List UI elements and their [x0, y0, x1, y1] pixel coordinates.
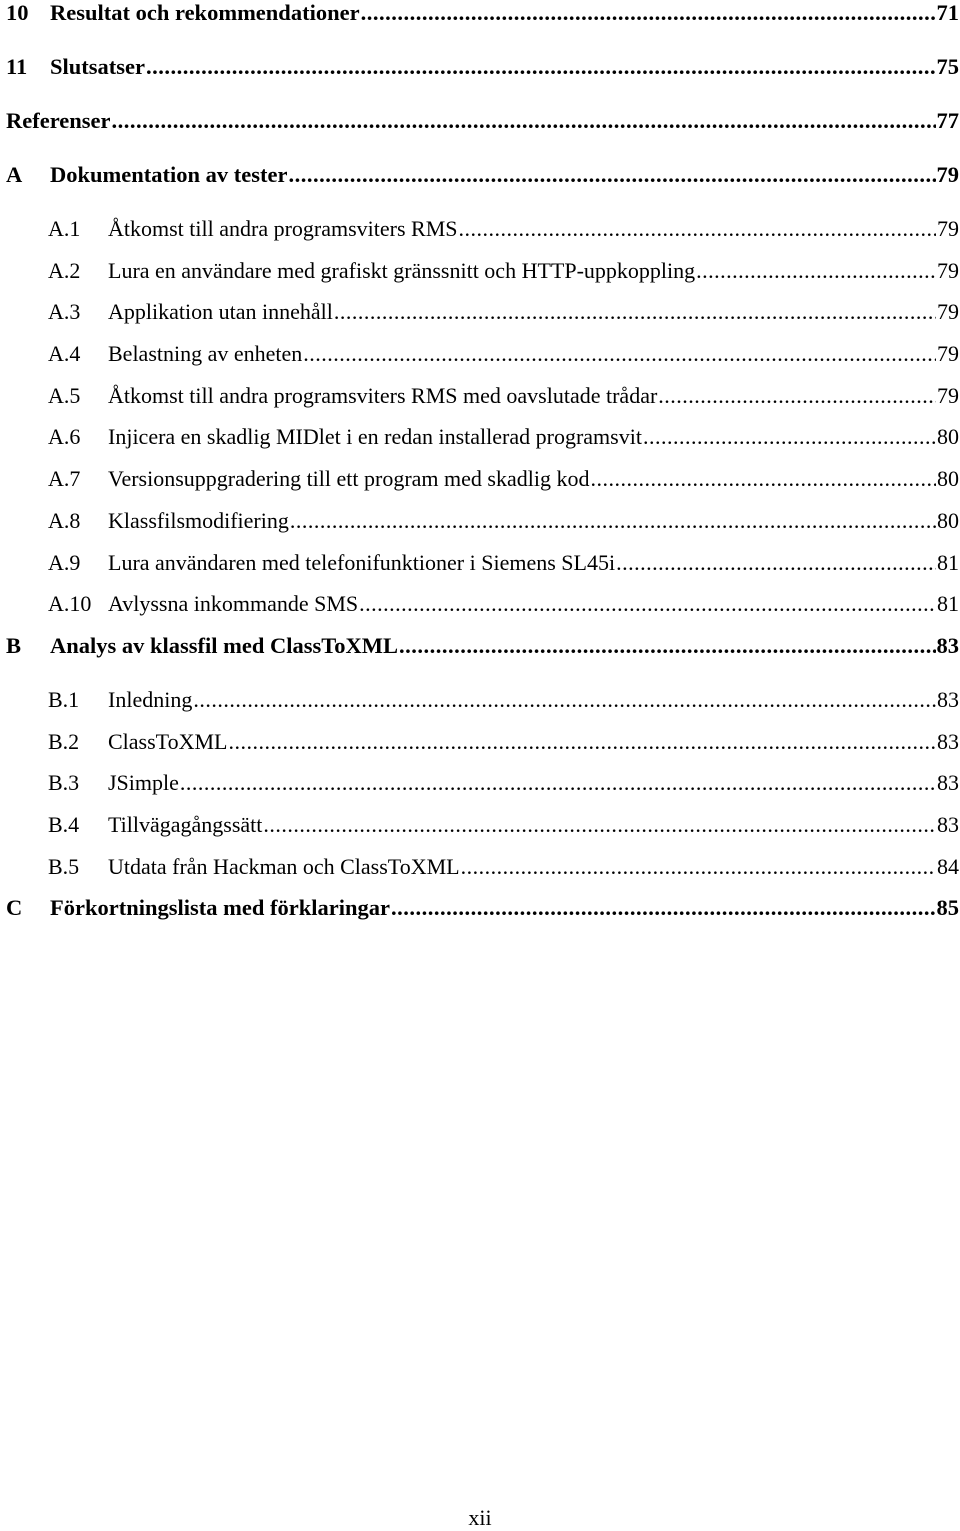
toc-entry[interactable] — [6, 897, 959, 951]
dot-leader — [643, 426, 936, 448]
dot-leader — [361, 2, 936, 25]
dot-leader — [263, 814, 936, 836]
dot-leader — [146, 56, 936, 79]
toc-entry-page: 84 — [937, 853, 959, 879]
toc-entry[interactable] — [6, 632, 959, 689]
toc-entry-number: B.3 — [48, 770, 80, 796]
toc-entry[interactable] — [6, 853, 959, 898]
toc-entry[interactable] — [6, 686, 959, 731]
toc-entry-number: A.3 — [48, 299, 81, 325]
toc-entry-page: 79 — [937, 299, 959, 325]
toc-entry-page: 79 — [937, 382, 959, 408]
table-of-contents — [6, 0, 959, 951]
toc-entry-title: Belastning av enheten — [108, 341, 303, 367]
toc-entry-number: 11 — [6, 54, 28, 79]
toc-entry-page: 80 — [937, 424, 959, 450]
toc-entry-title: Utdata från Hackman och ClassToXML — [108, 853, 460, 879]
toc-entry-title: Versionsuppgradering till ett program med skadlig kod — [108, 466, 590, 492]
toc-entry-title: Referenser — [6, 108, 111, 133]
toc-entry-title: Åtkomst till andra programsviters RMS — [108, 216, 458, 241]
dot-leader — [112, 110, 936, 133]
toc-entry-title: Injicera en skadlig MIDlet i en redan installerad programsvit — [108, 424, 642, 450]
toc-entry-page: 85 — [936, 895, 959, 921]
dot-leader — [288, 164, 935, 187]
toc-entry[interactable] — [6, 343, 959, 385]
toc-entry[interactable] — [6, 728, 959, 773]
toc-entry-page: 81 — [937, 549, 959, 575]
toc-entry-title: Förkortningslista med förklaringar — [50, 895, 390, 921]
toc-entry-number: B.1 — [48, 686, 80, 712]
toc-entry[interactable] — [6, 507, 959, 552]
toc-entry-page: 83 — [936, 632, 959, 658]
dot-leader — [459, 218, 936, 240]
toc-entry[interactable] — [6, 593, 959, 635]
dot-leader — [359, 593, 936, 615]
dot-leader — [616, 552, 936, 574]
toc-entry-number: B.4 — [48, 811, 80, 837]
toc-entry-title: Dokumentation av tester — [50, 162, 288, 187]
toc-entry-page: 80 — [937, 507, 959, 533]
toc-entry[interactable] — [6, 56, 959, 110]
toc-entry-number: B.2 — [48, 728, 80, 754]
toc-entry[interactable] — [6, 772, 959, 814]
toc-entry-title: JSimple — [108, 770, 179, 796]
toc-entry-page: 79 — [936, 162, 959, 187]
toc-entry-number: A.4 — [48, 341, 81, 367]
toc-entry-number: B — [6, 632, 22, 658]
toc-entry-title: Lura en användare med grafiskt gränssnitt och HTTP-uppkoppling — [108, 257, 696, 283]
toc-entry-number: C — [6, 895, 23, 921]
toc-entry[interactable] — [6, 811, 959, 856]
dot-leader — [399, 635, 936, 658]
toc-entry-page: 83 — [937, 811, 959, 837]
toc-entry[interactable] — [6, 301, 959, 343]
toc-entry-page: 79 — [937, 216, 959, 241]
toc-entry-page: 75 — [936, 54, 959, 79]
toc-entry-title: Applikation utan innehåll — [108, 299, 333, 325]
toc-entry-page: 71 — [936, 0, 959, 25]
toc-entry-number: A.7 — [48, 466, 81, 492]
toc-entry-number: A.1 — [48, 216, 81, 241]
dot-leader — [334, 301, 936, 323]
toc-entry-page: 79 — [937, 341, 959, 367]
page-number: xii — [468, 1505, 492, 1530]
toc-entry[interactable] — [6, 468, 959, 510]
dot-leader — [290, 510, 936, 532]
toc-entry-number: B.5 — [48, 853, 80, 879]
toc-entry[interactable] — [6, 426, 959, 468]
toc-entry-number: A.8 — [48, 507, 81, 533]
toc-entry[interactable] — [6, 164, 959, 218]
toc-entry-number: A.10 — [48, 591, 92, 617]
toc-entry-page: 79 — [937, 257, 959, 283]
toc-entry-title: Avlyssna inkommande SMS — [108, 591, 359, 617]
toc-entry-title: Klassfilsmodifiering — [108, 507, 289, 533]
toc-entry-number: 10 — [6, 0, 29, 25]
toc-entry[interactable] — [6, 2, 959, 56]
toc-entry-title: Analys av klassfil med ClassToXML — [50, 632, 398, 658]
toc-entry-page: 83 — [937, 686, 959, 712]
toc-entry-title: Inledning — [108, 686, 193, 712]
toc-entry-number: A.9 — [48, 549, 81, 575]
dot-leader — [590, 468, 936, 490]
toc-entry-page: 83 — [937, 728, 959, 754]
toc-entry[interactable] — [6, 382, 959, 427]
toc-entry-page: 83 — [937, 770, 959, 796]
toc-entry-number: A — [6, 162, 23, 187]
toc-entry-page: 80 — [937, 466, 959, 492]
toc-entry[interactable] — [6, 257, 959, 302]
dot-leader — [391, 897, 936, 920]
dot-leader — [303, 343, 936, 365]
toc-entry[interactable] — [6, 218, 959, 260]
toc-entry-number: A.2 — [48, 257, 81, 283]
toc-entry-page: 81 — [937, 591, 959, 617]
toc-entry-title: Åtkomst till andra programsviters RMS med oavslutade trådar — [108, 382, 658, 408]
dot-leader — [228, 731, 936, 753]
toc-entry-title: Lura användaren med telefonifunktioner i Siemens SL45i — [108, 549, 616, 575]
toc-entry-title: Tillvägagångssätt — [108, 811, 263, 837]
dot-leader — [696, 260, 936, 282]
dot-leader — [193, 689, 936, 711]
toc-entry[interactable] — [6, 110, 959, 164]
toc-entry-title: ClassToXML — [108, 728, 228, 754]
dot-leader — [180, 772, 936, 794]
toc-entry[interactable] — [6, 549, 959, 594]
toc-entry-page: 77 — [936, 108, 959, 133]
toc-entry-title: Slutsatser — [50, 54, 145, 79]
dot-leader — [658, 385, 936, 407]
toc-entry-number: A.5 — [48, 382, 81, 408]
toc-entry-number: A.6 — [48, 424, 81, 450]
dot-leader — [461, 856, 936, 878]
toc-entry-title: Resultat och rekommendationer — [50, 0, 360, 25]
